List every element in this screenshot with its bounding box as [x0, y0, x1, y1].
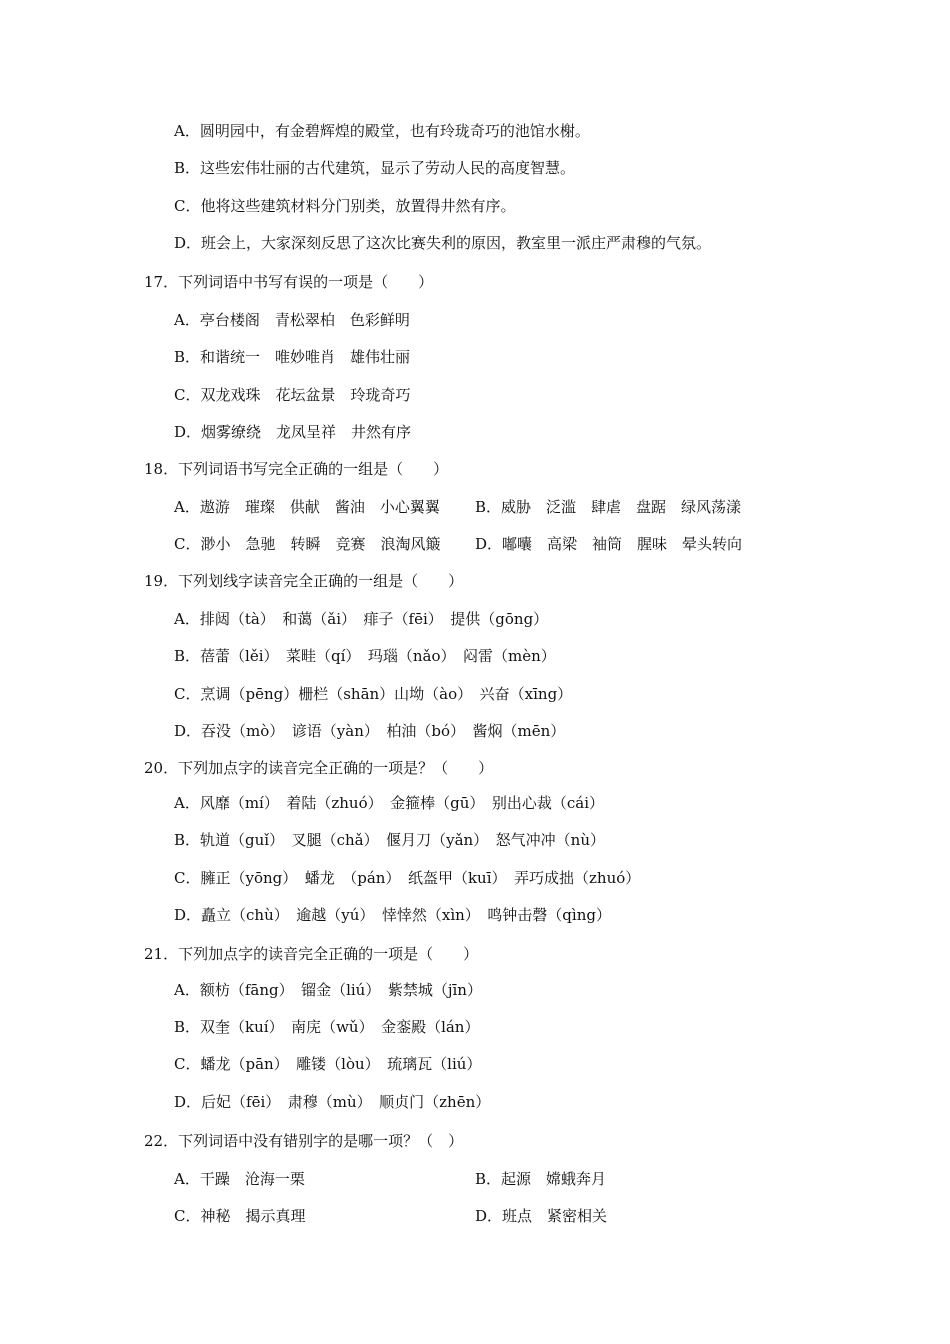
q19-option-d: D．吞没（mò） 谚语（yàn） 柏油（bó） 酱焖（mēn）: [174, 722, 566, 740]
q22-option-a: A．干躁 沧海一栗: [174, 1170, 305, 1188]
q21-stem: 21．下列加点字的读音完全正确的一项是（ ）: [144, 945, 479, 963]
q17-option-a: A．亭台楼阁 青松翠柏 色彩鲜明: [174, 311, 410, 329]
q18-option-a: A．遨游 璀璨 供献 酱油 小心翼翼: [174, 498, 440, 516]
q18-option-c: C．渺小 急驰 转瞬 竞赛 浪淘风簸: [174, 535, 441, 553]
q17-option-d: D．烟雾缭绕 龙凤呈祥 井然有序: [174, 423, 412, 441]
q19-stem: 19．下列划线字读音完全正确的一组是（ ）: [144, 572, 464, 590]
q22-option-d: D．班点 紧密相关: [475, 1207, 608, 1225]
q16-option-d: D．班会上，大家深刻反思了这次比赛失利的原因，教室里一派庄严肃穆的气氛。: [174, 234, 712, 252]
q20-stem: 20．下列加点字的读音完全正确的一项是？（ ）: [144, 759, 494, 777]
q21-option-a: A．额枋（fāng） 镏金（liú） 紫禁城（jīn）: [174, 981, 482, 999]
q17-option-c: C．双龙戏珠 花坛盆景 玲珑奇巧: [174, 386, 411, 404]
q21-option-d: D．后妃（fēi） 肃穆（mù） 顺贞门（zhēn）: [174, 1093, 491, 1111]
q20-option-a: A．风靡（mí） 着陆（zhuó） 金箍棒（gū） 别出心裁（cái）: [174, 794, 605, 812]
q21-option-c: C．蟠龙（pān） 雕镂（lòu） 琉璃瓦（liú）: [174, 1055, 482, 1073]
q22-option-c: C．神秘 揭示真理: [174, 1207, 306, 1225]
q20-option-d: D．矗立（chù） 逾越（yú） 悻悻然（xìn） 鸣钟击磬（qìng）: [174, 906, 611, 924]
q18-stem: 18．下列词语书写完全正确的一组是（ ）: [144, 460, 449, 478]
q19-option-b: B．蓓蕾（lěi） 菜畦（qí） 玛瑙（nǎo） 闷雷（mèn）: [174, 647, 556, 665]
q18-option-d: D．嘟囔 高梁 袖筒 腥味 晕头转向: [475, 535, 743, 553]
q16-option-c: C．他将这些建筑材料分门别类，放置得井然有序。: [174, 197, 516, 215]
q21-option-b: B．双奎（kuí） 南庑（wǔ） 金銮殿（lán）: [174, 1018, 480, 1036]
q22-option-b: B．起源 嫦蛾奔月: [475, 1170, 607, 1188]
q16-option-a: A．圆明园中，有金碧辉煌的殿堂，也有玲珑奇巧的池馆水榭。: [174, 122, 590, 140]
q17-stem: 17．下列词语中书写有误的一项是（ ）: [144, 273, 434, 291]
q19-option-a: A．排闼（tà） 和蔼（ǎi） 痱子（fēi） 提供（gōng）: [174, 610, 549, 628]
q20-option-b: B．轨道（guǐ） 叉腿（chǎ） 偃月刀（yǎn） 怒气冲冲（nù）: [174, 831, 605, 849]
q17-option-b: B．和谐统一 唯妙唯肖 雄伟壮丽: [174, 348, 411, 366]
q19-option-c: C．烹调（pēng）栅栏（shān）山坳（ào） 兴奋（xīng）: [174, 685, 573, 703]
q16-option-b: B．这些宏伟壮丽的古代建筑，显示了劳动人民的高度智慧。: [174, 159, 576, 177]
q22-stem: 22．下列词语中没有错别字的是哪一项？（ ）: [144, 1132, 464, 1150]
q20-option-c: C．臃正（yōng） 蟠龙 （pán） 纸盔甲（kuī） 弄巧成拙（zhuó）: [174, 869, 641, 887]
q18-option-b: B．威胁 泛滥 肆虐 盘踞 绿风荡漾: [475, 498, 742, 516]
